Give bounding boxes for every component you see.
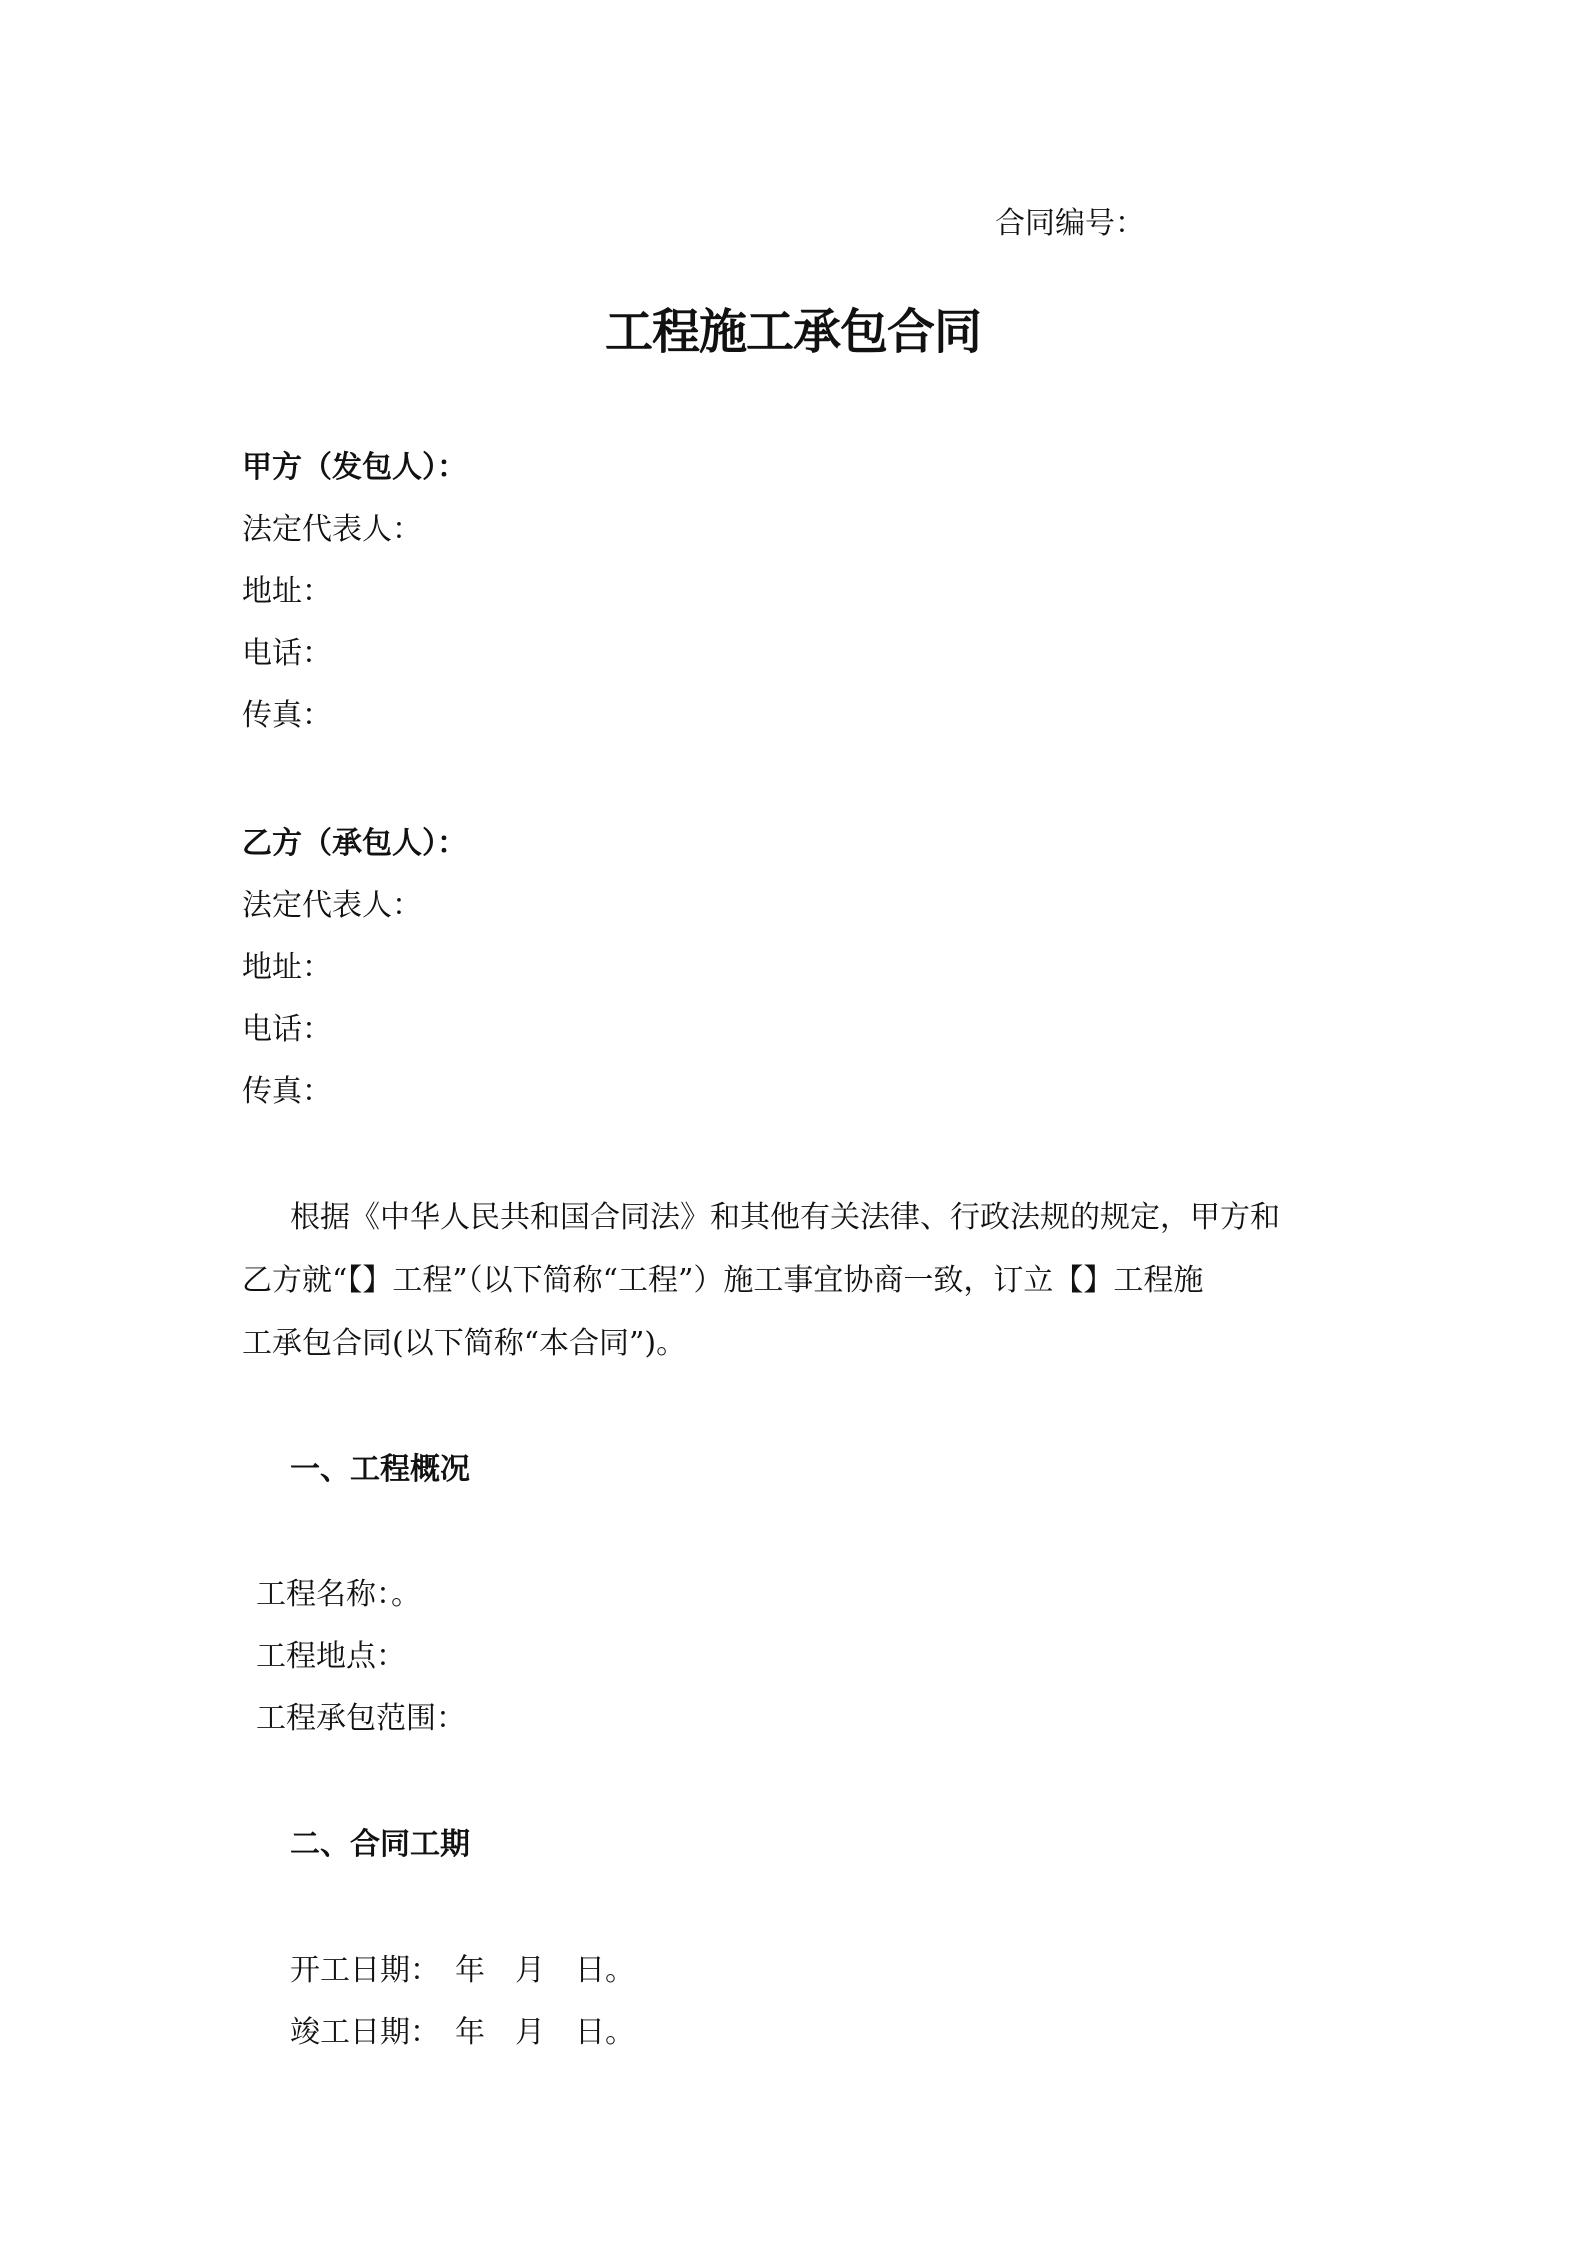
section-1-heading: 一、工程概况 [290, 1452, 470, 1487]
project-scope: 工程承包范围： [256, 1701, 466, 1736]
party-a-heading: 甲方（发包人）： [242, 450, 467, 485]
project-name: 工程名称：。 [256, 1577, 421, 1612]
party-b-heading: 乙方（承包人）： [242, 826, 467, 861]
party-b-representative: 法定代表人： [242, 888, 422, 923]
party-a-address: 地址： [242, 574, 332, 609]
start-date: 开工日期： 年 月 日。 [290, 1953, 635, 1988]
party-b-address: 地址： [242, 950, 332, 985]
preamble-line-1: 根据《中华人民共和国合同法》和其他有关法律、行政法规的规定，甲方和 [290, 1200, 1280, 1235]
party-a-phone: 电话： [242, 636, 332, 671]
party-a-representative: 法定代表人： [242, 512, 422, 547]
party-b-phone: 电话： [242, 1012, 332, 1047]
party-a-fax: 传真： [242, 698, 332, 733]
preamble-line-2: 乙方就“【】工程”（以下简称“工程”）施工事宜协商一致，订立【】工程施 [242, 1263, 1204, 1298]
section-2-heading: 二、合同工期 [290, 1827, 470, 1862]
preamble-line-3: 工承包合同(以下简称“本合同”)。 [242, 1326, 687, 1361]
completion-date: 竣工日期： 年 月 日。 [290, 2015, 635, 2050]
project-location: 工程地点： [256, 1639, 406, 1674]
contract-number-label: 合同编号： [995, 206, 1145, 241]
party-b-fax: 传真： [242, 1074, 332, 1109]
document-title: 工程施工承包合同 [604, 304, 981, 360]
